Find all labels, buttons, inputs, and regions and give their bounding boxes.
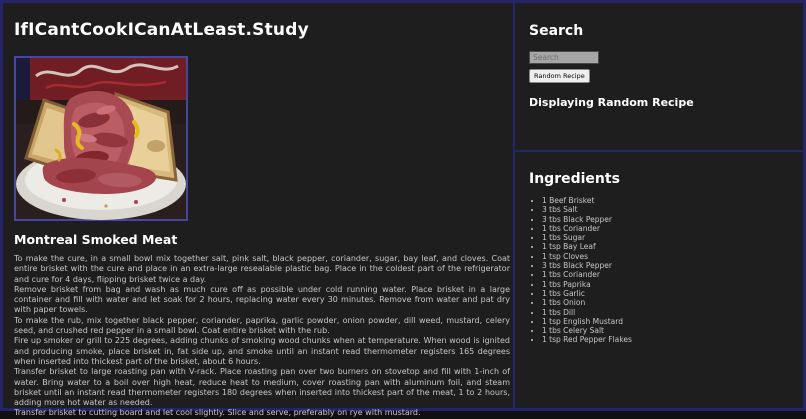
main-content [14, 3, 510, 419]
site-title: IfICantCookICanAtLeast.Study [14, 20, 309, 40]
search-input[interactable] [529, 51, 599, 64]
ingredients-section [515, 152, 803, 345]
ingredient-item: • 1 tbs Sugar [542, 233, 789, 242]
ingredient-item: • 1 tsp Bay Leaf [542, 242, 789, 251]
search-heading: Search [529, 23, 584, 39]
ingredient-item: • 3 tbs Black Pepper [542, 215, 789, 224]
instruction-step: To make the rub, mix together black pepper, coriander, paprika, garlic powder, onion powder, dill weed, mustard, celery seed, and crushed red pepper in a small bowl. Coat entire brisket with the rub. [14, 315, 510, 336]
ingredient-item: • 1 tbs Dill [542, 308, 789, 317]
ingredient-item: • 1 tbs Garlic [542, 289, 789, 298]
ingredient-item: • 1 tsp English Mustard [542, 317, 789, 326]
random-recipe-button[interactable]: Random Recipe [529, 69, 590, 83]
recipe-instructions [14, 254, 510, 419]
ingredient-item: • 3 tbs Salt [542, 205, 789, 214]
sidebar [513, 3, 803, 408]
sandwich-photo-illustration [16, 58, 186, 219]
instruction-step: Transfer brisket to cutting board and let cool slightly. Slice and serve, preferably on rye with mustard. [14, 408, 421, 418]
ingredient-item: • 1 tbs Paprika [542, 280, 789, 289]
recipe-photo [14, 56, 188, 221]
instruction-step: Transfer brisket to large roasting pan with V-rack. Place roasting pan over two burners on stovetop and fill with 1-inch of water. Bring water to a boil over high heat, reduce heat to medium, cover roasting pan with aluminum foil, and steam brisket until an instant read thermometer registers 180 degrees when inserted into thickest part of the meat, 1 to 2 hours, adding more hot water as needed. [14, 367, 510, 408]
ingredient-item: • 1 tbs Celery Salt [542, 326, 789, 335]
ingredient-item: • 1 tbs Onion [542, 298, 789, 307]
recipe-title: Montreal Smoked Meat [14, 232, 178, 247]
display-status: Displaying Random Recipe [529, 96, 694, 109]
ingredient-item: • 1 tsp Cloves [542, 252, 789, 261]
search-section [515, 3, 803, 152]
instruction-step: Fire up smoker or grill to 225 degrees, adding chunks of smoking wood chunks when at temperature. When wood is ignited and producing smoke, place brisket in, fat side up, and smoke until an instant read thermometer registers 165 degrees when inserted into thickest part of the brisket, about 6 hours. [14, 336, 510, 366]
instruction-step: To make the cure, in a small bowl mix together salt, pink salt, black pepper, coriander, sugar, bay leaf, and cloves. Coat entire brisket with the cure and place in an extra-large resealable plastic bag. Place in the coldest part of the refrigerator and cure for 4 days, flipping brisket twice a day. [14, 254, 510, 284]
ingredient-item: • 1 tsp Red Pepper Flakes [542, 335, 789, 344]
ingredient-item: • 1 tbs Coriander [542, 270, 789, 279]
ingredient-item: • 3 tbs Black Pepper [542, 261, 789, 270]
ingredients-heading: Ingredients [529, 171, 620, 187]
instruction-step: Remove brisket from bag and wash as much cure off as possible under cold running water. Place brisket in a large container and fill with water and let soak for 2 hours, replacing water every 30 minutes. Remove from water and pat dry with paper towels. [14, 284, 510, 315]
ingredient-item: • 1 Beef Brisket [542, 196, 789, 205]
ingredient-item: • 1 tbs Coriander [542, 224, 789, 233]
ingredient-list [529, 196, 789, 345]
